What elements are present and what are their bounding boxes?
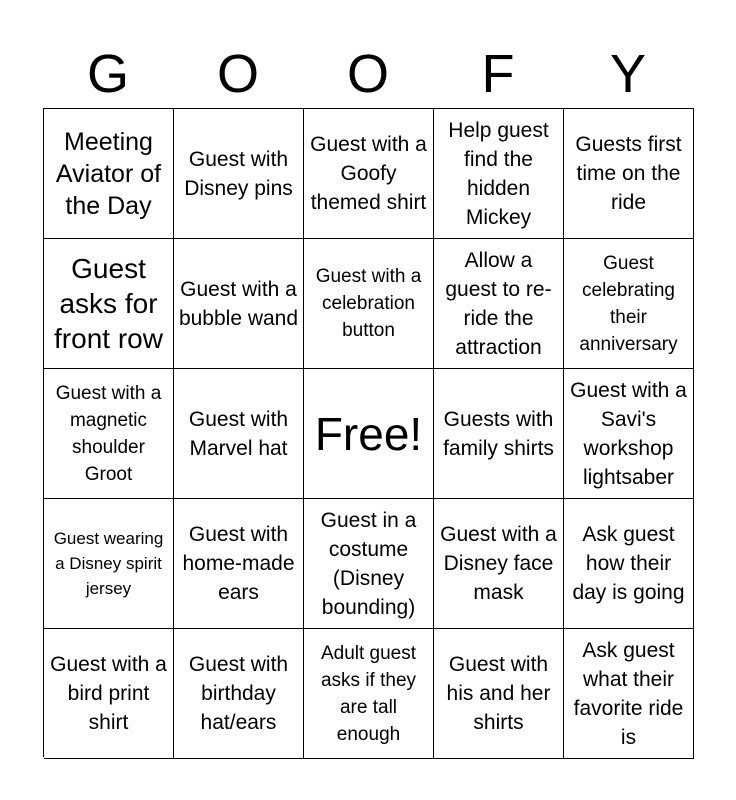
cell-text: Guests with family shirts <box>443 407 554 460</box>
bingo-cell-r3-c4[interactable] <box>434 369 564 499</box>
bingo-cell-r4-c3[interactable] <box>304 499 434 629</box>
bingo-cell-r4-c1[interactable] <box>44 499 174 629</box>
bingo-board <box>43 108 694 757</box>
bingo-cell-r5-c2[interactable] <box>174 629 304 759</box>
header-letter-o1: O <box>216 44 259 104</box>
cell-text: Guest with a Disney face mask <box>440 523 557 604</box>
cell-text: Free! <box>314 407 423 460</box>
bingo-cell-r3-c1[interactable] <box>44 369 174 499</box>
bingo-cell-free[interactable] <box>304 369 434 499</box>
bingo-cell-r3-c2[interactable] <box>174 369 304 499</box>
bingo-cell-r2-c1[interactable] <box>44 239 174 369</box>
cell-text: Guest with a Savi's workshop lightsaber <box>570 378 687 489</box>
cell-text: Ask guest how their day is going <box>572 523 685 604</box>
bingo-cell-r2-c4[interactable] <box>434 239 564 369</box>
cell-text: Help guest find the hidden Mickey <box>448 118 549 229</box>
cell-text: Guest with home-made ears <box>182 523 295 604</box>
header-letter-f: F <box>481 44 515 104</box>
cell-text: Adult guest asks if they are tall enough <box>320 642 417 745</box>
bingo-cell-r2-c3[interactable] <box>304 239 434 369</box>
cell-text: Guest with birthday hat/ears <box>188 653 289 734</box>
cell-text: Guest with a Goofy themed shirt <box>310 133 427 214</box>
cell-text: Guest with a magnetic shoulder Groot <box>55 382 162 485</box>
bingo-cell-r1-c1[interactable] <box>44 109 174 239</box>
cell-text: Guest in a costume (Disney bounding) <box>320 508 417 619</box>
bingo-cell-r1-c4[interactable] <box>434 109 564 239</box>
bingo-header <box>43 40 693 108</box>
bingo-cell-r4-c2[interactable] <box>174 499 304 629</box>
header-letter-y: Y <box>609 44 647 104</box>
cell-text: Guest with his and her shirts <box>446 653 551 734</box>
bingo-cell-r5-c5[interactable] <box>564 629 694 759</box>
cell-text: Guest with a bird print shirt <box>50 653 167 734</box>
bingo-cell-r5-c1[interactable] <box>44 629 174 759</box>
bingo-cell-r1-c3[interactable] <box>304 109 434 239</box>
cell-text: Guest wearing a Disney spirit jersey <box>53 529 164 598</box>
cell-text: Allow a guest to re-ride the attraction <box>445 248 552 359</box>
bingo-cell-r5-c4[interactable] <box>434 629 564 759</box>
bingo-cell-r4-c4[interactable] <box>434 499 564 629</box>
bingo-cell-r5-c3[interactable] <box>304 629 434 759</box>
cell-text: Guest with Marvel hat <box>188 407 289 460</box>
cell-text: Guest with Disney pins <box>184 147 293 200</box>
cell-text: Ask guest what their favorite ride is <box>573 638 684 749</box>
cell-text: Guests first time on the ride <box>575 133 682 214</box>
bingo-cell-r2-c2[interactable] <box>174 239 304 369</box>
bingo-cell-r1-c2[interactable] <box>174 109 304 239</box>
header-letter-o2: O <box>346 44 389 104</box>
header-letter-g: G <box>86 44 129 104</box>
bingo-cell-r1-c5[interactable] <box>564 109 694 239</box>
bingo-cell-r4-c5[interactable] <box>564 499 694 629</box>
bingo-cell-r3-c5[interactable] <box>564 369 694 499</box>
cell-text: Guest with a bubble wand <box>178 277 299 330</box>
bingo-cell-r2-c5[interactable] <box>564 239 694 369</box>
cell-text: Guest celebrating their anniversary <box>579 252 678 355</box>
cell-text: Meeting Aviator of the Day <box>55 127 162 220</box>
cell-text: Guest with a celebration button <box>315 266 422 341</box>
cell-text: Guest asks for front row <box>54 253 163 354</box>
